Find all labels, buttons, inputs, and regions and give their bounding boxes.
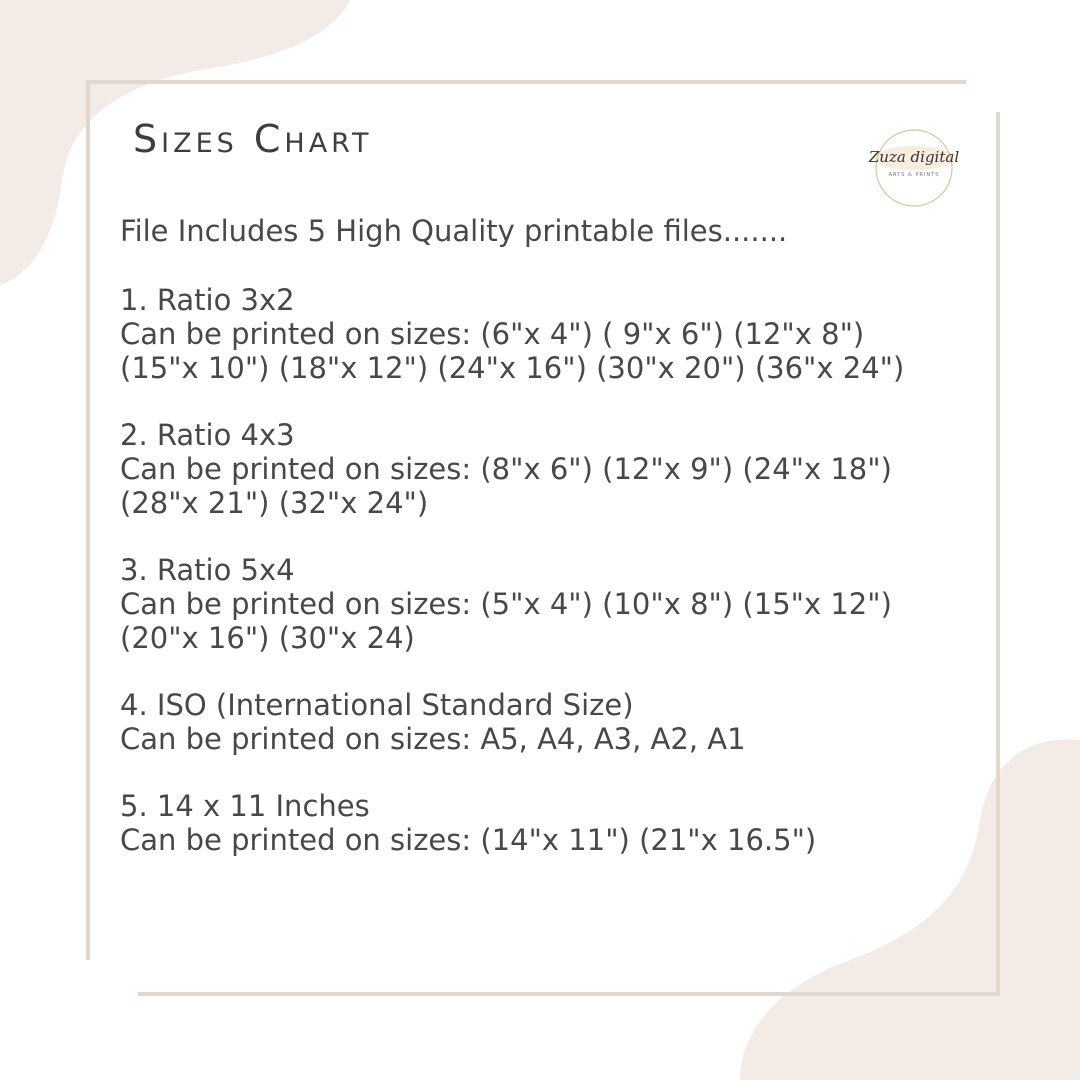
frame-right-line bbox=[996, 112, 1000, 996]
section-line: Can be printed on sizes: (8"x 6") (12"x 9") (24"x 18") bbox=[120, 452, 892, 486]
brand-logo bbox=[856, 128, 976, 210]
section-line: Can be printed on sizes: (6"x 4") ( 9"x 6") (12"x 8") bbox=[120, 317, 865, 351]
frame-bottom-line bbox=[138, 992, 1000, 996]
section-heading: 2. Ratio 4x3 bbox=[120, 418, 295, 452]
logo-tagline: ARTS & PRINTS bbox=[888, 172, 940, 178]
section-heading: 5. 14 x 11 Inches bbox=[120, 789, 370, 823]
section-ratio-3x2 bbox=[120, 283, 990, 385]
section-line: (15"x 10") (18"x 12") (24"x 16") (30"x 20") (36"x 24") bbox=[120, 351, 905, 385]
section-line: Can be printed on sizes: A5, A4, A3, A2, A1 bbox=[120, 722, 746, 756]
section-line: Can be printed on sizes: (5"x 4") (10"x 8") (15"x 12") bbox=[120, 587, 892, 621]
section-heading: 4. ISO (International Standard Size) bbox=[120, 688, 634, 722]
section-heading: 1. Ratio 3x2 bbox=[120, 283, 295, 317]
section-iso bbox=[120, 688, 990, 756]
section-ratio-5x4 bbox=[120, 553, 990, 655]
section-heading: 3. Ratio 5x4 bbox=[120, 553, 295, 587]
section-line: Can be printed on sizes: (14"x 11") (21"x 16.5") bbox=[120, 823, 817, 857]
section-ratio-4x3 bbox=[120, 418, 990, 520]
page-title: Sizes Chart bbox=[133, 117, 373, 161]
section-line: (28"x 21") (32"x 24") bbox=[120, 486, 429, 520]
section-14x11 bbox=[120, 789, 990, 857]
frame-left-line bbox=[86, 80, 90, 960]
frame-top-line bbox=[86, 80, 966, 84]
intro-text: File Includes 5 High Quality printable files....... bbox=[120, 214, 788, 248]
section-line: (20"x 16") (30"x 24) bbox=[120, 621, 415, 655]
sizes-content bbox=[120, 214, 990, 890]
logo-wordmark: Zuza digital bbox=[868, 148, 960, 166]
